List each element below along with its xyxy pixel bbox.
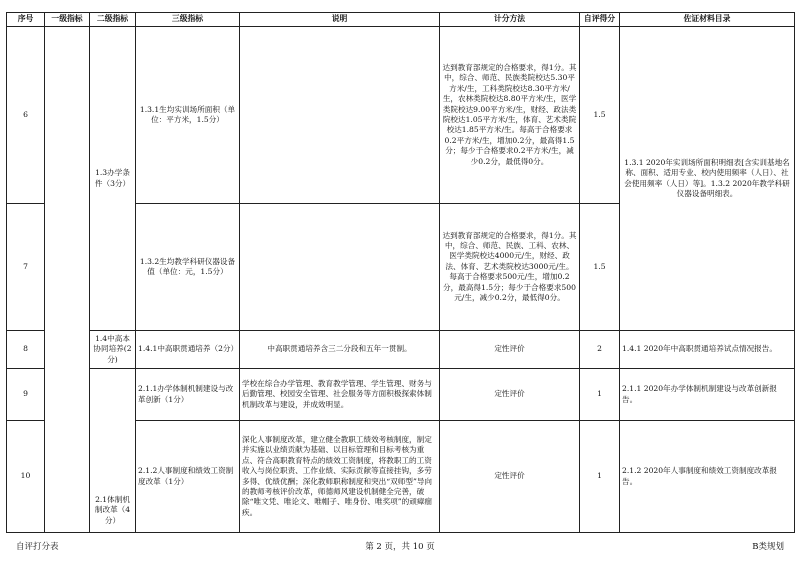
level3-cell: 1.3.2生均教学科研仪器设备值（单位：元，1.5分） bbox=[136, 204, 240, 331]
seq-cell: 10 bbox=[7, 421, 45, 533]
page-number: 第 2 页，共 10 页 bbox=[365, 542, 435, 552]
self-score-cell: 2 bbox=[580, 331, 620, 369]
self-score-cell: 1 bbox=[580, 421, 620, 533]
evidence-cell: 2.1.1 2020年办学体制机制建设与改革创新报告。 bbox=[620, 369, 795, 421]
description-cell bbox=[240, 27, 440, 204]
level1-cell bbox=[45, 27, 90, 533]
seq-cell: 8 bbox=[7, 331, 45, 369]
table-row bbox=[7, 369, 795, 421]
self-score-cell: 1.5 bbox=[580, 27, 620, 204]
scoring-method-cell: 定性评价 bbox=[440, 369, 580, 421]
evidence-cell: 1.4.1 2020年中高职贯通培养试点情况报告。 bbox=[620, 331, 795, 369]
level3-cell: 2.1.1办学体制机制建设与改革创新（1分） bbox=[136, 369, 240, 421]
header-row bbox=[7, 13, 795, 27]
header-scoring-method: 计分方法 bbox=[440, 13, 580, 27]
self-score-cell: 1 bbox=[580, 369, 620, 421]
level2-cell: 2.1体制机制改革（4分） bbox=[90, 369, 136, 533]
level3-cell: 1.4.1中高职贯通培养（2分） bbox=[136, 331, 240, 369]
description-cell: 学校在综合办学管理、教育教学管理、学生管理、财务与后勤管理、校园安全管理、社会服务等方面积极探索体制机制改革与建设，并成效明显。 bbox=[240, 369, 440, 421]
header-description: 说明 bbox=[240, 13, 440, 27]
seq-cell: 7 bbox=[7, 204, 45, 331]
header-level3: 三级指标 bbox=[136, 13, 240, 27]
footer-left-label: 自评打分表 bbox=[16, 542, 59, 552]
description-cell: 中高职贯通培养含三二分段和五年一贯制。 bbox=[240, 331, 440, 369]
footer-right-label: B类规划 bbox=[752, 542, 784, 552]
header-evidence: 佐证材料目录 bbox=[620, 13, 795, 27]
level2-cell: 1.3办学条件（3分） bbox=[90, 27, 136, 331]
description-cell: 深化人事制度改革，建立健全教职工绩效考核制度，制定并实施以业绩贡献为基础、以目标管理和目标考核为重点、符合高职教育特点的绩效工资制度，将教职工的工资收入与岗位职责、工作业绩、实际贡献等直接挂钩，多劳多得、优绩优酬；深化教师职称制度和突出“双师型”导向的教师考核评价改革，师德师风建设机制健全完善，破除“唯文凭、唯论文、唯帽子、唯身份、唯奖项”的顽瘴痼疾。 bbox=[240, 421, 440, 533]
header-level1: 一级指标 bbox=[45, 13, 90, 27]
self-evaluation-table bbox=[6, 12, 795, 533]
seq-cell: 6 bbox=[7, 27, 45, 204]
scoring-method-cell: 定性评价 bbox=[440, 421, 580, 533]
table-row bbox=[7, 27, 795, 204]
self-score-cell: 1.5 bbox=[580, 204, 620, 331]
description-cell bbox=[240, 204, 440, 331]
level2-cell: 1.4中高本协同培养(2分) bbox=[90, 331, 136, 369]
header-self-score: 自评得分 bbox=[580, 13, 620, 27]
level3-cell: 1.3.1生均实训场所面积（单位：平方米，1.5分） bbox=[136, 27, 240, 204]
scoring-method-cell: 达到教育部规定的合格要求，得1分。其中，综合、师范、民族、工科、农林、医学类院校达4000元/生，财经、政法、体育、艺术类院校达3000元/生。每高于合格要求500元/生，增加0.2分，最高得1.5分；每少于合格要求500元/生，减少0.2分，最低得0分。 bbox=[440, 204, 580, 331]
header-seq: 序号 bbox=[7, 13, 45, 27]
level3-cell: 2.1.2人事制度和绩效工资制度改革（1分） bbox=[136, 421, 240, 533]
scoring-method-cell: 定性评价 bbox=[440, 331, 580, 369]
seq-cell: 9 bbox=[7, 369, 45, 421]
evidence-cell: 1.3.1 2020年实训场所面积明细表[含实训基地名称、面积、适用专业、校内使用频率（人日）、社会使用频率（人日）等]。1.3.2 2020年教学科研仪器设备明细表。 bbox=[620, 27, 795, 331]
evidence-cell: 2.1.2 2020年人事制度和绩效工资制度改革报告。 bbox=[620, 421, 795, 533]
table-row bbox=[7, 331, 795, 369]
scoring-method-cell: 达到教育部规定的合格要求，得1分。其中，综合、师范、民族类院校达5.30平方米/生，工科类院校达8.30平方米/生，农林类院校达8.80平方米/生，医学类院校达9.00平方米/生，财经、政法类院校达1.05平方米/生，体育、艺术类院校达1.85平方米/生。每高于合格要求0.2平方米/生，增加0.2分，最高得1.5分；每少于合格要求0.2平方米/生，减少0.2分，最低得0分。 bbox=[440, 27, 580, 204]
header-level2: 二级指标 bbox=[90, 13, 136, 27]
